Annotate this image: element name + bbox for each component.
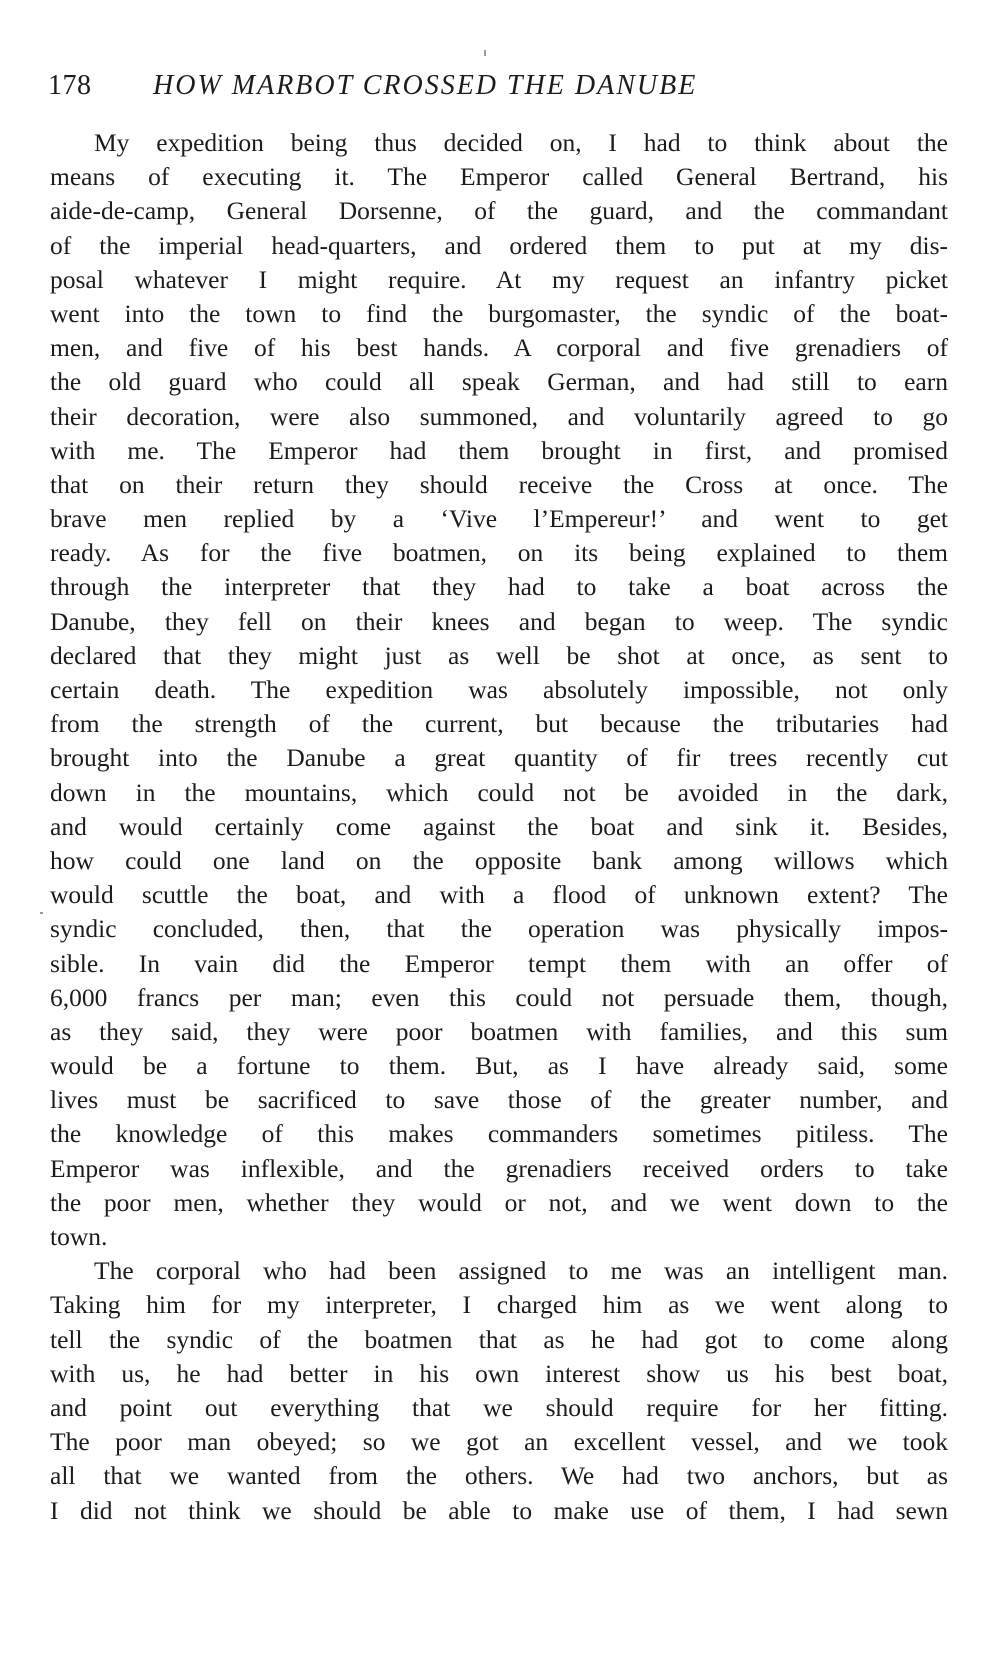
text-line: would be a fortune to them. But, as I have already said, some	[50, 1051, 948, 1081]
text-line: lives must be sacrificed to save those of the greater number, and	[50, 1085, 948, 1115]
text-line: I did not think we should be able to make use of them, I had sewn	[50, 1495, 948, 1525]
text-line: town.	[50, 1222, 108, 1251]
text-line: the poor men, whether they would or not, and we went down to the	[50, 1187, 948, 1217]
text-line: My expedition being thus decided on, I had to think about the	[94, 128, 948, 157]
paragraph-2	[50, 1254, 948, 1528]
text-line: certain death. The expedition was absolutely impossible, not only	[50, 675, 948, 704]
body-text	[50, 126, 948, 1528]
text-line: The poor man obeyed; so we got an excellent vessel, and we took	[50, 1427, 948, 1457]
text-line: 6,000 francs per man; even this could not persuade them, though,	[50, 982, 948, 1012]
text-line: means of executing it. The Emperor called General Bertrand, his	[50, 162, 948, 192]
text-line: Taking him for my interpreter, I charged him as we went along to	[50, 1290, 948, 1320]
text-line: brave men replied by a ‘Vive l’Empereur!’ and went to get	[50, 504, 948, 534]
page-number: 178	[48, 70, 92, 101]
text-line: as they said, they were poor boatmen with families, and this sum	[50, 1016, 948, 1046]
text-line: the knowledge of this makes commanders sometimes pitiless. The	[50, 1119, 948, 1149]
text-line: down in the mountains, which could not be avoided in the dark,	[50, 777, 948, 807]
text-line: the old guard who could all speak German, and had still to earn	[50, 367, 948, 397]
paragraph-1	[50, 126, 948, 1254]
text-line: Danube, they fell on their knees and began to weep. The syndic	[50, 606, 948, 636]
text-line: brought into the Danube a great quantity of fir trees recently cut	[50, 743, 948, 773]
text-line: ready. As for the five boatmen, on its being explained to them	[50, 538, 948, 568]
text-line: of the imperial head-quarters, and ordered them to put at my dis-	[50, 230, 948, 260]
text-line: posal whatever I might require. At my request an infantry picket	[50, 264, 948, 294]
text-line: aide-de-camp, General Dorsenne, of the guard, and the commandant	[50, 196, 948, 226]
text-line: The corporal who had been assigned to me was an intelligent man.	[94, 1256, 948, 1286]
running-title: HOW MARBOT CROSSED THE DANUBE	[153, 70, 698, 101]
text-line: declared that they might just as well be shot at once, as sent to	[50, 640, 948, 670]
text-line: through the interpreter that they had to take a boat across the	[50, 572, 948, 602]
text-line: with us, he had better in his own interest show us his best boat,	[50, 1358, 948, 1388]
text-line: from the strength of the current, but because the tributaries had	[50, 709, 948, 739]
text-line: how could one land on the opposite bank among willows which	[50, 845, 948, 875]
text-line: tell the syndic of the boatmen that as he had got to come along	[50, 1324, 948, 1354]
text-line: their decoration, were also summoned, and voluntarily agreed to go	[50, 401, 948, 431]
text-line: Emperor was inflexible, and the grenadiers received orders to take	[50, 1153, 948, 1183]
text-line: syndic concluded, then, that the operation was physically impos-	[50, 914, 948, 944]
text-line: men, and five of his best hands. A corporal and five grenadiers of	[50, 333, 948, 363]
speck-left-margin	[40, 912, 43, 914]
speck-top	[484, 50, 486, 56]
text-line: all that we wanted from the others. We had two anchors, but as	[50, 1461, 948, 1491]
text-line: sible. In vain did the Emperor tempt them with an offer of	[50, 948, 948, 978]
text-line: went into the town to find the burgomaster, the syndic of the boat-	[50, 298, 948, 328]
page-header	[48, 70, 948, 110]
text-line: and point out everything that we should require for her fitting.	[50, 1392, 948, 1422]
text-line: with me. The Emperor had them brought in first, and promised	[50, 435, 948, 465]
text-line: would scuttle the boat, and with a flood of unknown extent? The	[50, 880, 948, 910]
text-line: that on their return they should receive the Cross at once. The	[50, 469, 948, 499]
text-line: and would certainly come against the boat and sink it. Besides,	[50, 811, 948, 841]
